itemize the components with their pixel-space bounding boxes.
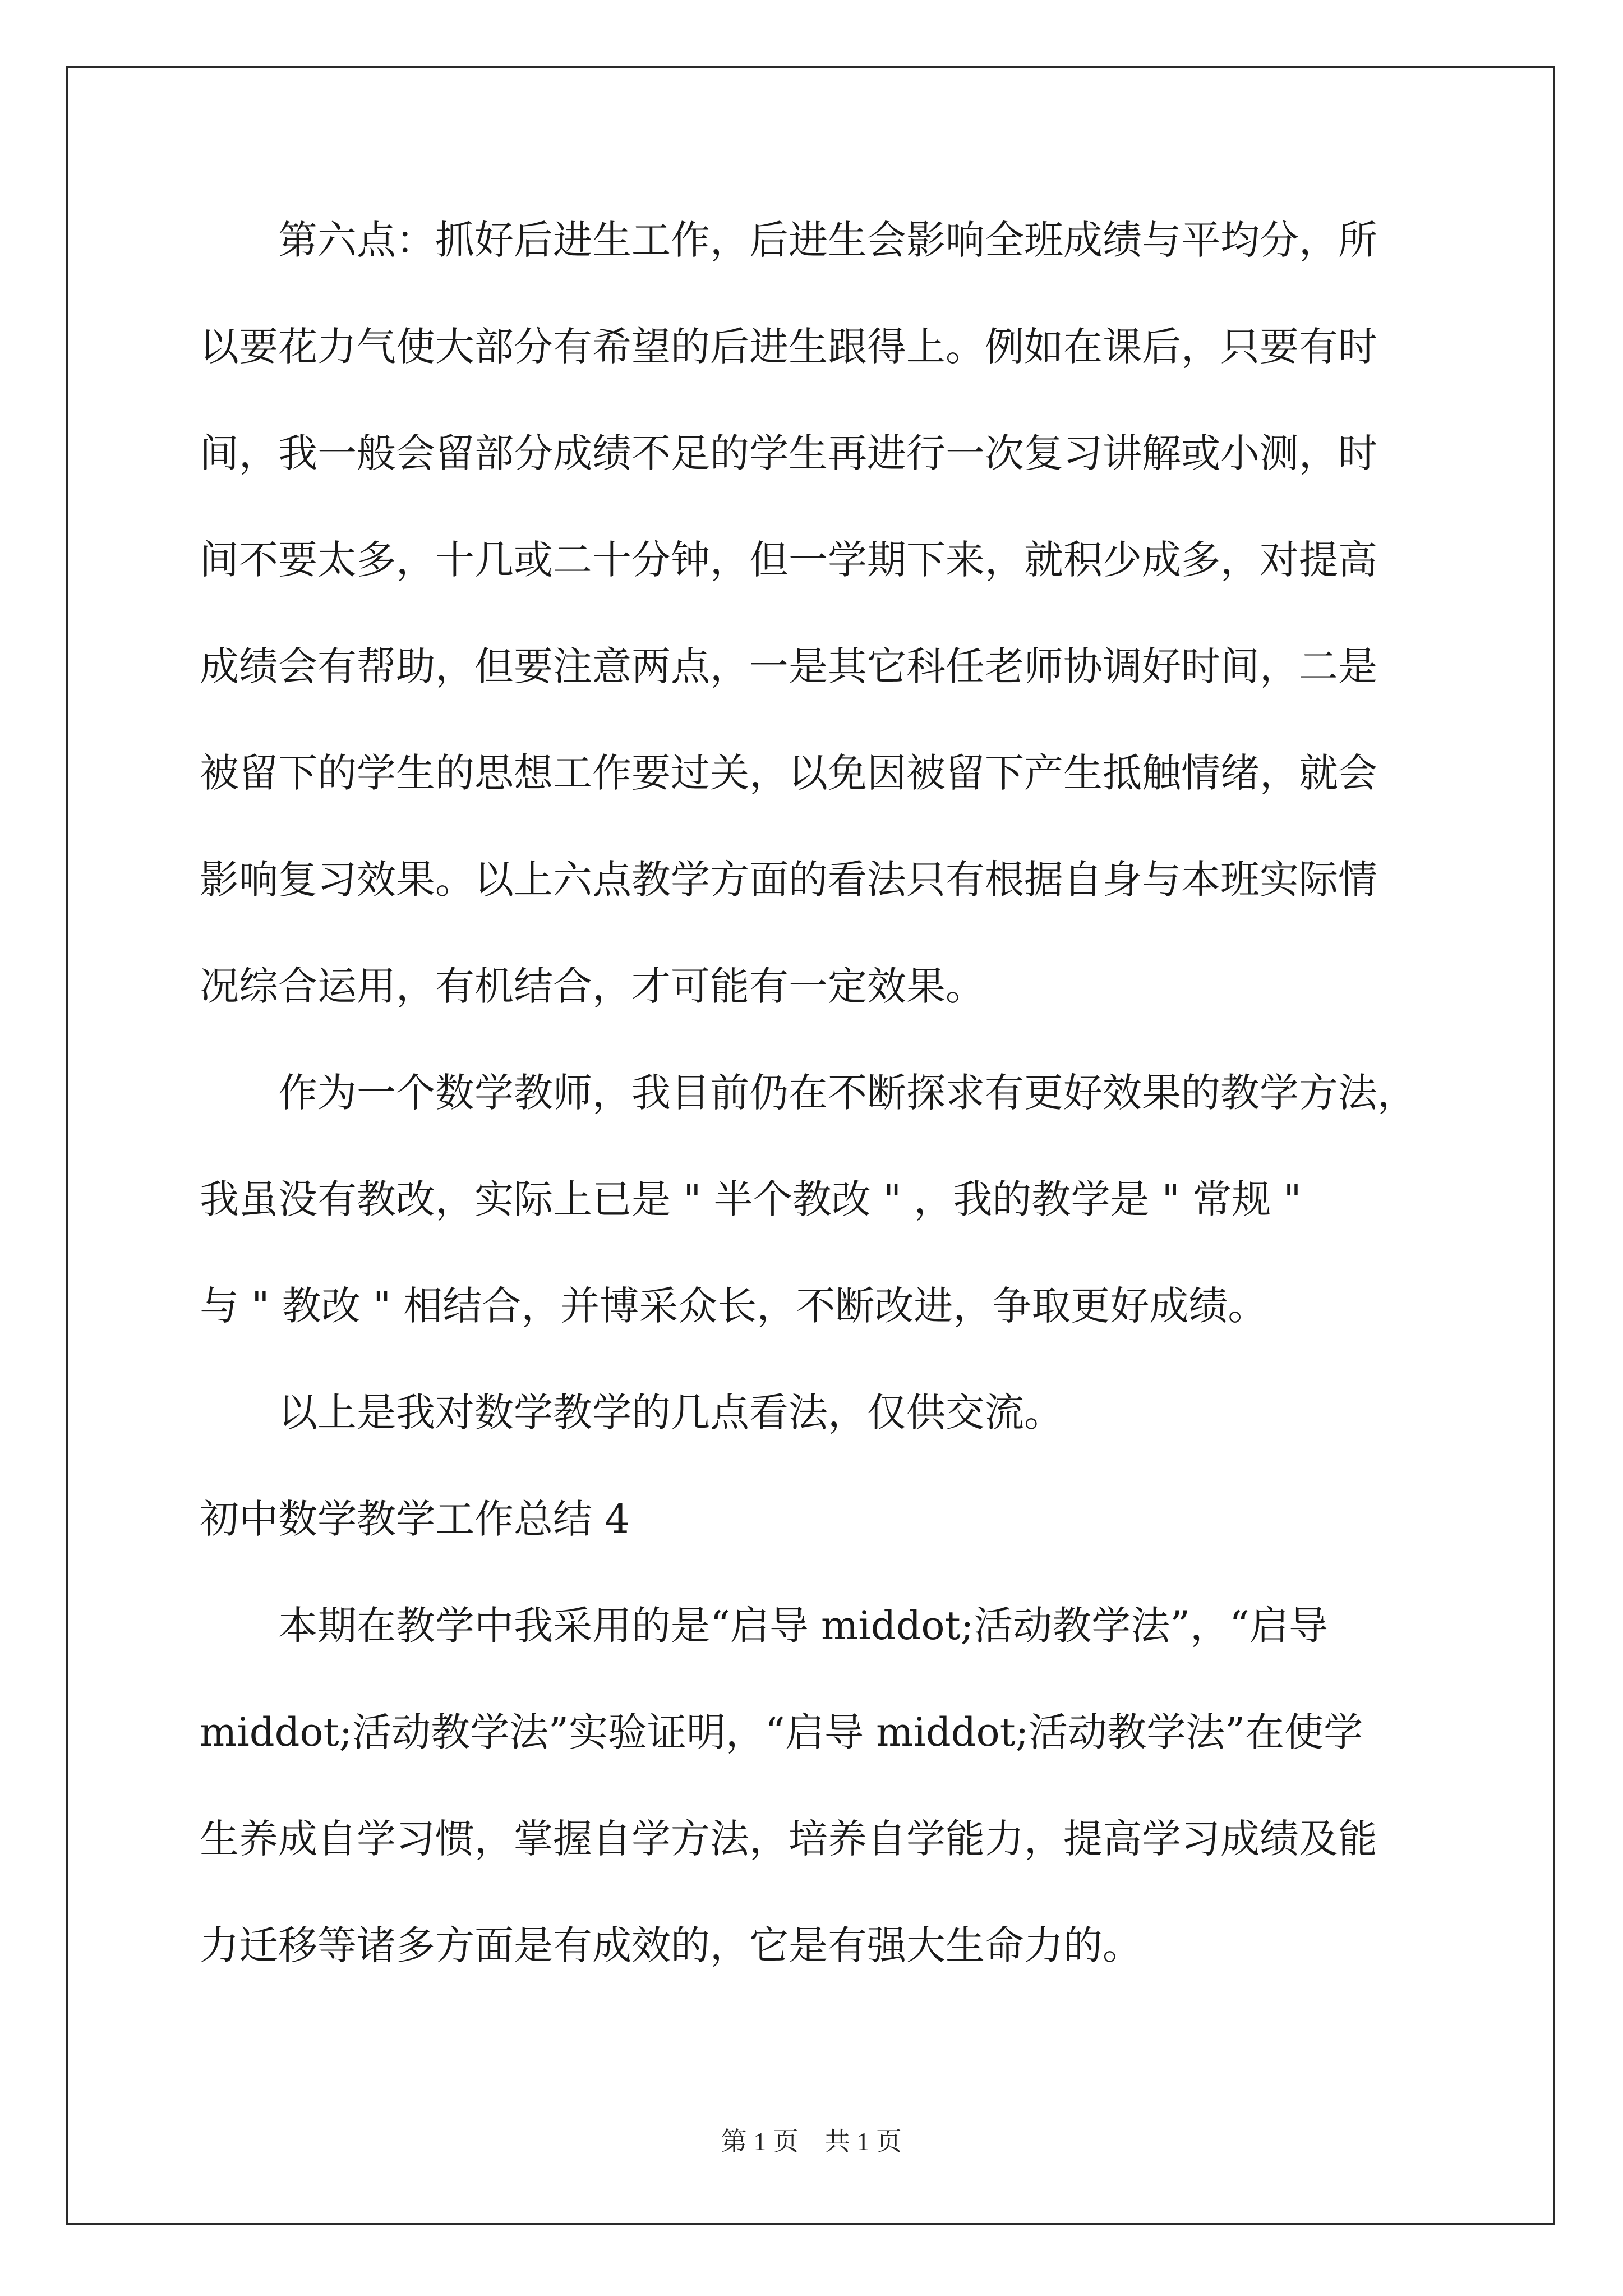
paragraph-line: 间不要太多，十几或二十分钟，但一学期下来，就积少成多，对提高: [200, 537, 1377, 583]
paragraph-line: 我虽没有教改，实际上已是 " 半个教改 " ，我的教学是 " 常规 ": [200, 1176, 1302, 1222]
section-heading: 初中数学教学工作总结 4: [200, 1496, 630, 1542]
paragraph-line: 以要花力气使大部分有希望的后进生跟得上。例如在课后，只要有时: [200, 324, 1377, 370]
paragraph-line: 间，我一般会留部分成绩不足的学生再进行一次复习讲解或小测，时: [200, 430, 1377, 476]
paragraph-line: 与 " 教改 " 相结合，并博采众长，不断改进，争取更好成绩。: [200, 1283, 1267, 1329]
paragraph-line: middot;活动教学法”实验证明，“启导 middot;活动教学法”在使学: [200, 1709, 1363, 1755]
paragraph-line: 本期在教学中我采用的是“启导 middot;活动教学法”，“启导: [278, 1603, 1328, 1649]
paragraph-line: 生养成自学习惯，掌握自学方法，培养自学能力，提高学习成绩及能: [200, 1816, 1377, 1862]
page-border: [66, 66, 1555, 2225]
paragraph-line: 作为一个数学教师，我目前仍在不断探求有更好效果的教学方法，: [278, 1070, 1417, 1116]
paragraph-line: 被留下的学生的思想工作要过关，以免因被留下产生抵触情绪，就会: [200, 750, 1377, 796]
paragraph-line: 力迁移等诸多方面是有成效的，它是有强大生命力的。: [200, 1922, 1142, 1968]
paragraph-line: 况综合运用，有机结合，才可能有一定效果。: [200, 963, 985, 1009]
paragraph-line: 第六点：抓好后进生工作，后进生会影响全班成绩与平均分，所: [278, 217, 1377, 263]
paragraph-line: 影响复习效果。以上六点教学方面的看法只有根据自身与本班实际情: [200, 857, 1377, 903]
paragraph-line: 成绩会有帮助，但要注意两点，一是其它科任老师协调好时间，二是: [200, 643, 1377, 689]
page-number-footer: 第 1 页 共 1 页: [721, 2127, 902, 2156]
paragraph-line: 以上是我对数学教学的几点看法，仅供交流。: [278, 1389, 1063, 1435]
